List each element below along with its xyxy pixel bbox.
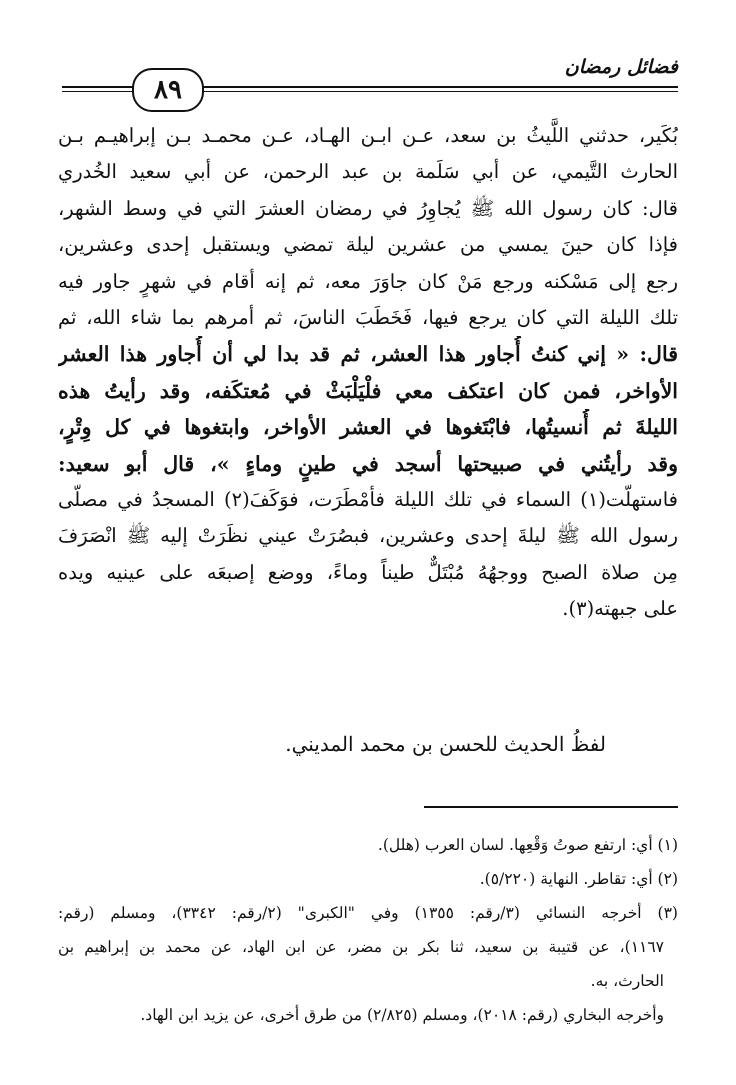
text-line: على جبهته(٣). <box>562 597 678 621</box>
text-line: مِن صلاة الصبح ووجهُهُ مُبْتَلٌّ طيناً وماءً، ووضع إصبعَه على عينيه ويده <box>58 560 678 584</box>
footnote-3-continued: الحارث، به. <box>590 972 664 990</box>
running-header-title: فضائل رمضان <box>564 56 678 78</box>
hadith-text-line: الليلةَ ثم أُنسيتُها، فابْتَغوها في العشر الأواخر، وابتغوها في كل وِتْرٍ، <box>58 415 678 440</box>
main-text <box>58 118 678 627</box>
text-line: قال: كان رسول الله ﷺ يُجاوِرُ في رمضان العشرَ التي في وسط الشهر، <box>58 196 678 220</box>
footnote-1: (١) أي: ارتفع صوتُ وَقْعِها. لسان العرب (هلل). <box>377 836 678 854</box>
text-line: فاستهلّت(١) السماء في تلك الليلة فأمْطَرَت، فوَكَفَ(٢) المسجدُ في مصلّى <box>58 487 678 511</box>
text-line: فإذا كان حينَ يمسي من عشرين ليلة تمضي ويستقبل إحدى وعشرين، <box>58 233 678 257</box>
footnote-3-continued: وأخرجه البخاري (رقم: ٢٠١٨)، ومسلم (٢/٨٢٥) من طرق أخرى، عن يزيد ابن الهاد. <box>140 1006 664 1024</box>
closing-note: لفظُ الحديث للحسن بن محمد المديني. <box>285 732 606 756</box>
text-line: تلك الليلة التي كان يرجع فيها، فَخَطَبَ الناسَ، ثم أمرهم بما شاء الله، ثم <box>58 305 678 329</box>
hadith-text-line: وقد رأيتُني في صبيحتها أسجد في طينٍ وماءٍ »، قال أبو سعيد: <box>58 451 678 476</box>
page-number: ٨٩ <box>132 68 204 112</box>
text-line: الحارث التَّيمي، عن أبي سَلَمة بن عبد الرحمن، عن أبي سعيد الخُدري <box>58 160 678 184</box>
footnote-separator <box>424 806 678 808</box>
hadith-text-line: قال: « إني كنتُ أُجاور هذا العشر، ثم قد بدا لي أن أُجاور هذا العشر <box>58 342 678 367</box>
footnote-3: (٣) أخرجه النسائي (٣/رقم: ١٣٥٥) وفي "الكبرى" (٢/رقم: ٣٣٤٢)، ومسلم (رقم: <box>58 904 678 922</box>
text-line: رجع إلى مَسْكنه ورجع مَنْ كان جاوَرَ معه، ثم إنه أقام في شهرٍ جاور فيه <box>58 269 678 293</box>
footnote-2: (٢) أي: تقاطر. النهاية (٥/٢٢٠). <box>479 870 678 888</box>
footnote-3-continued: ١١٦٧)، عن قتيبة بن سعيد، ثنا بكر بن مضر، عن ابن الهاد، عن محمد بن إبراهيم بن <box>58 938 664 956</box>
footnotes <box>58 828 678 1032</box>
hadith-text-line: الأواخر، فمن كان اعتكف معي فلْيَلْبَثْ في مُعتكَفه، وقد رأيتُ هذه <box>58 378 678 403</box>
text-line: بُكَير، حدثني اللَّيثُ بن سعد، عـن ابـن الهـاد، عـن محمـد بـن إبراهيـم بـن <box>58 124 678 147</box>
text-line: رسول الله ﷺ ليلةَ إحدى وعشرين، فبصُرَتْ عيني نظَرَتْ إليه ﷺ انْصَرَفَ <box>58 524 678 548</box>
